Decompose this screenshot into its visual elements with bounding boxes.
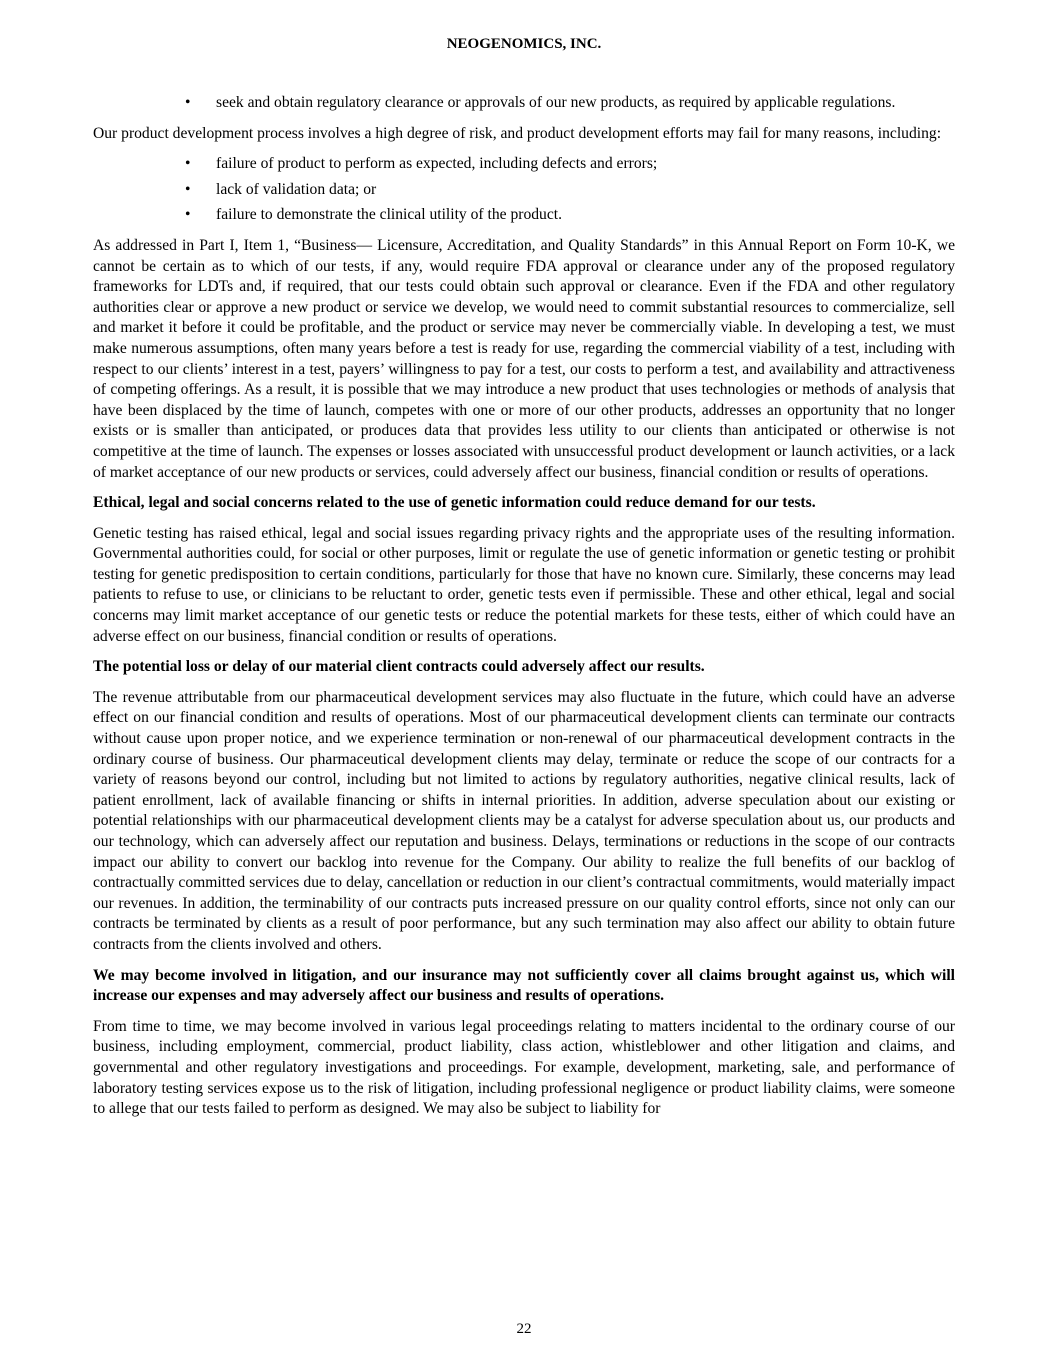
- heading-contracts: The potential loss or delay of our material client contracts could adversely affect our results.: [93, 658, 705, 676]
- bullet-item: • failure of product to perform as expected, including defects and errors;: [93, 154, 955, 175]
- paragraph-dev-risk: Our product development process involves a high degree of risk, and product development efforts may fail for many reasons, including:: [93, 124, 942, 142]
- heading-litigation: We may become involved in litigation, and our insurance may not sufficiently cover all claims brought against us, which will increase our expenses and may adversely affect our business and results of operations.: [93, 966, 955, 1005]
- paragraph-contracts: The revenue attributable from our pharmaceutical development services may also fluctuate in the future, which could have an adverse effect on our financial condition and results of operations. Most of our pharmaceutical development clients can terminate our contracts without cause upon proper notice, and we experience termination or non-renewal of our pharmaceutical development contracts in the ordinary course of business. Our pharmaceutical development clients may delay, terminate or reduce the scope of our contracts for a variety of reasons beyond our control, including but not limited to actions by regulatory authorities, negative clinical results, lack of patient enrollment, lack of available financing or shifts in internal priorities. In addition, adverse speculation about our existing or potential relationships with our pharmaceutical development clients may be a catalyst for adverse speculation about us, our products and our technology, which can adversely affect our reputation and business. Delays, terminations or reductions in the scope of our contracts impact our ability to convert our backlog into revenue for the Company. Our ability to realize the full benefits of our backlog of contractually committed services due to delay, cancellation or reduction in our client’s contractual commitments, would materially impact our revenues. In addition, the terminability of our contracts puts increased pressure on our quality control efforts, since not only can our contracts be terminated by clients as a result of poor performance, but any such termination may also affect our ability to obtain future contracts from the clients involved and others.: [93, 688, 955, 953]
- bullet-list-failure: [93, 154, 955, 226]
- paragraph-ethical: Genetic testing has raised ethical, legal and social issues regarding privacy rights and the appropriate uses of the resulting information. Governmental authorities could, for social or other purposes, limit or regulate the use of genetic information or genetic testing or prohibit testing for genetic predisposition to certain conditions, particularly for those that have no known cure. Similarly, these concerns may lead patients to refuse to use, or clinicians to be reluctant to order, genetic tests even if permissible. These and other ethical, legal and social concerns may limit market acceptance of our genetic tests or reduce the potential markets for these tests, either of which could have an adverse effect on our business, financial condition or results of operations.: [93, 524, 955, 645]
- heading-ethical: Ethical, legal and social concerns related to the use of genetic information could reduce demand for our tests.: [93, 494, 816, 512]
- bullet-item: • seek and obtain regulatory clearance or approvals of our new products, as required by applicable regulations.: [93, 93, 955, 114]
- bullet-item: • lack of validation data; or: [93, 180, 955, 201]
- bullet-list-top: [93, 93, 955, 114]
- paragraph-litigation: From time to time, we may become involved in various legal proceedings relating to matters incidental to the ordinary course of our business, including employment, commercial, product liability, class action, whistleblower and other litigation and claims, and governmental and other regulatory investigations and proceedings. For example, development, marketing, sale, and performance of laboratory testing services expose us to the risk of litigation, including professional negligence or product liability claims, were someone to allege that our tests failed to perform as designed. We may also be subject to liability for: [93, 1017, 955, 1118]
- page-number: 22: [516, 1321, 532, 1337]
- page-content: [93, 93, 955, 1130]
- paragraph-fda: As addressed in Part I, Item 1, “Business— Licensure, Accreditation, and Quality Standards” in this Annual Report on Form 10-K, we cannot be certain as to which of our tests, if any, would require FDA approval or clearance under any of the proposed regulatory frameworks for LDTs and, if required, that our tests could obtain such approval or clearance. Even if the FDA and other regulatory authorities clear or approve a new product or service we develop, we would need to commit substantial resources to commercialize, sell and market it before it could be profitable, and the product or service may never be commercially viable. In developing a test, we must make numerous assumptions, often many years before a test is ready for use, regarding the commercial viability of a test, including with respect to our clients’ interest in a test, payers’ willingness to pay for a test, our costs to perform a test, and availability and attractiveness of competing offerings. As a result, it is possible that we may introduce a new product that uses technologies or methods of analysis that have been displaced by the time of launch, competes with one or more of our other products, addresses an opportunity that no longer exists or is smaller than anticipated, or produces data that provides less utility to our clients than anticipated or otherwise is not competitive at the time of launch. The expenses or losses associated with unsuccessful product development or launch activities, or a lack of market acceptance of our new products or services, could adversely affect our business, financial condition or results of operations.: [93, 236, 955, 481]
- company-header: NEOGENOMICS, INC.: [446, 36, 602, 52]
- bullet-item: • failure to demonstrate the clinical utility of the product.: [93, 205, 955, 226]
